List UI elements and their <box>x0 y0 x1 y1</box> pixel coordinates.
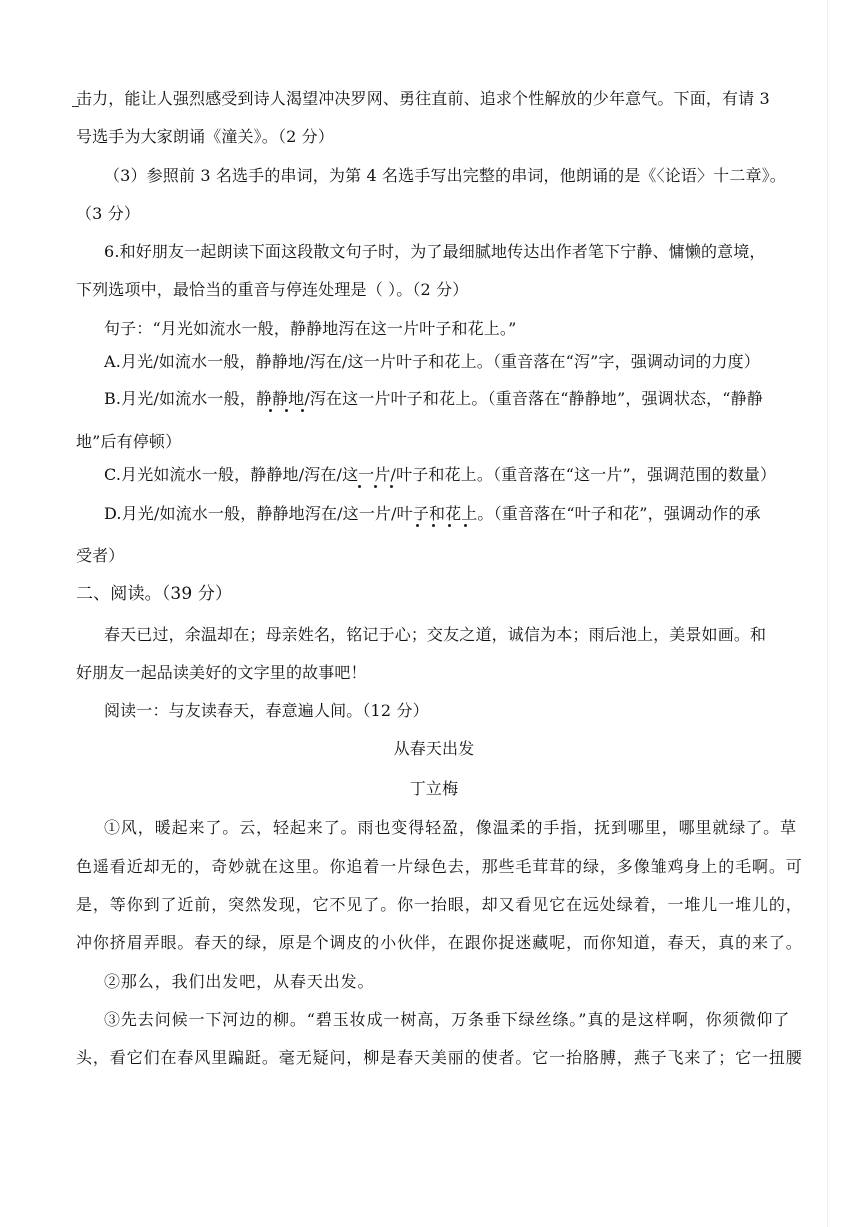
article-title: 从春天出发 <box>393 739 475 758</box>
option-b: B.月光/如流水一般，静静地/泻在这一片叶子和花上。（重音落在“静静地”，强调状态，“静静 <box>104 389 763 408</box>
paragraph-1-line-4: 冲你挤眉弄眼。春天的绿，原是个调皮的小伙伴，在跟你捉迷藏呢，而你知道，春天，真的来了。 <box>76 933 803 952</box>
paragraph-1-line-1: ①风，暖起来了。云，轻起来了。雨也变得轻盈，像温柔的手指，抚到哪里，哪里就绿了。草 <box>104 818 797 837</box>
paragraph-2: ②那么，我们出发吧，从春天出发。 <box>104 972 375 991</box>
paragraph-3-line-1: ③先去问候一下河边的柳。“碧玉妆成一树高，万条垂下绿丝绦。”真的是这样啊，你须微仰了 <box>104 1010 791 1029</box>
option-c: C.月光如流水一般，静静地/泻在/这一片/叶子和花上。（重音落在“这一片”，强调范围的数量） <box>104 465 777 484</box>
question-6-stem: 6.和好朋友一起朗读下面这段散文句子时，为了最细腻地传达出作者笔下宁静、慵懒的意境， <box>104 242 766 261</box>
paragraph-1-line-3: 是，等你到了近前，突然发现，它不见了。你一抬眼，却又看见它在远处绿着，一堆儿一堆儿的， <box>76 895 803 914</box>
paragraph-3-line-2: 头，看它们在春风里蹁跹。毫无疑问，柳是春天美丽的使者。它一抬胳膊，燕子飞来了；它一扭腰 <box>76 1048 803 1067</box>
question-6-stem-cont: 下列选项中，最恰当的重音与停连处理是（ ）。（2 分） <box>76 280 469 299</box>
option-b-cont: 地”后有停顿） <box>76 432 182 451</box>
emphasis-dots-c <box>352 485 412 489</box>
question-6-sentence: 句子：“月光如流水一般，静静地泻在这一片叶子和花上。” <box>104 319 517 338</box>
intro-line-1: 春天已过，余温却在；母亲姓名，铭记于心；交友之道，诚信为本；雨后池上，美景如画。和 <box>104 625 767 644</box>
intro-line-2: 好朋友一起品读美好的文字里的故事吧！ <box>76 663 367 682</box>
option-a: A.月光/如流水一般，静静地/泻在/这一片叶子和花上。（重音落在“泻”字，强调动词的力度） <box>104 352 760 371</box>
text-line-1: 击力，能让人强烈感受到诗人渴望冲决罗网、勇往直前、追求个性解放的少年意气。下面，有请 3 <box>76 89 770 108</box>
text-line-2: 号选手为大家朗诵《潼关》。（2 分） <box>76 127 334 146</box>
article-author: 丁立梅 <box>409 779 459 798</box>
reading-one-title: 阅读一：与友读春天，春意遍人间。（12 分） <box>104 701 429 720</box>
question-5-3-score: （3 分） <box>76 204 141 223</box>
question-5-3: （3）参照前 3 名选手的串词，为第 4 名选手写出完整的串词，他朗诵的是《〈论语〉十二章》。 <box>104 166 786 185</box>
page-edge-shadow <box>827 0 828 1227</box>
section-heading-reading: 二、阅读。（39 分） <box>76 584 233 604</box>
emphasis-dots-d <box>410 524 480 528</box>
paragraph-1-line-2: 色遥看近却无的，奇妙就在这里。你追着一片绿色去，那些毛茸茸的绿，多像雏鸡身上的毛啊。可 <box>76 857 803 876</box>
emphasis-dots-b <box>263 409 323 413</box>
option-d-cont: 受者） <box>76 546 125 565</box>
option-d: D.月光/如流水一般，静静地泻在/这一片/叶子和花上。（重音落在“叶子和花”，强调动作的承 <box>104 504 761 523</box>
